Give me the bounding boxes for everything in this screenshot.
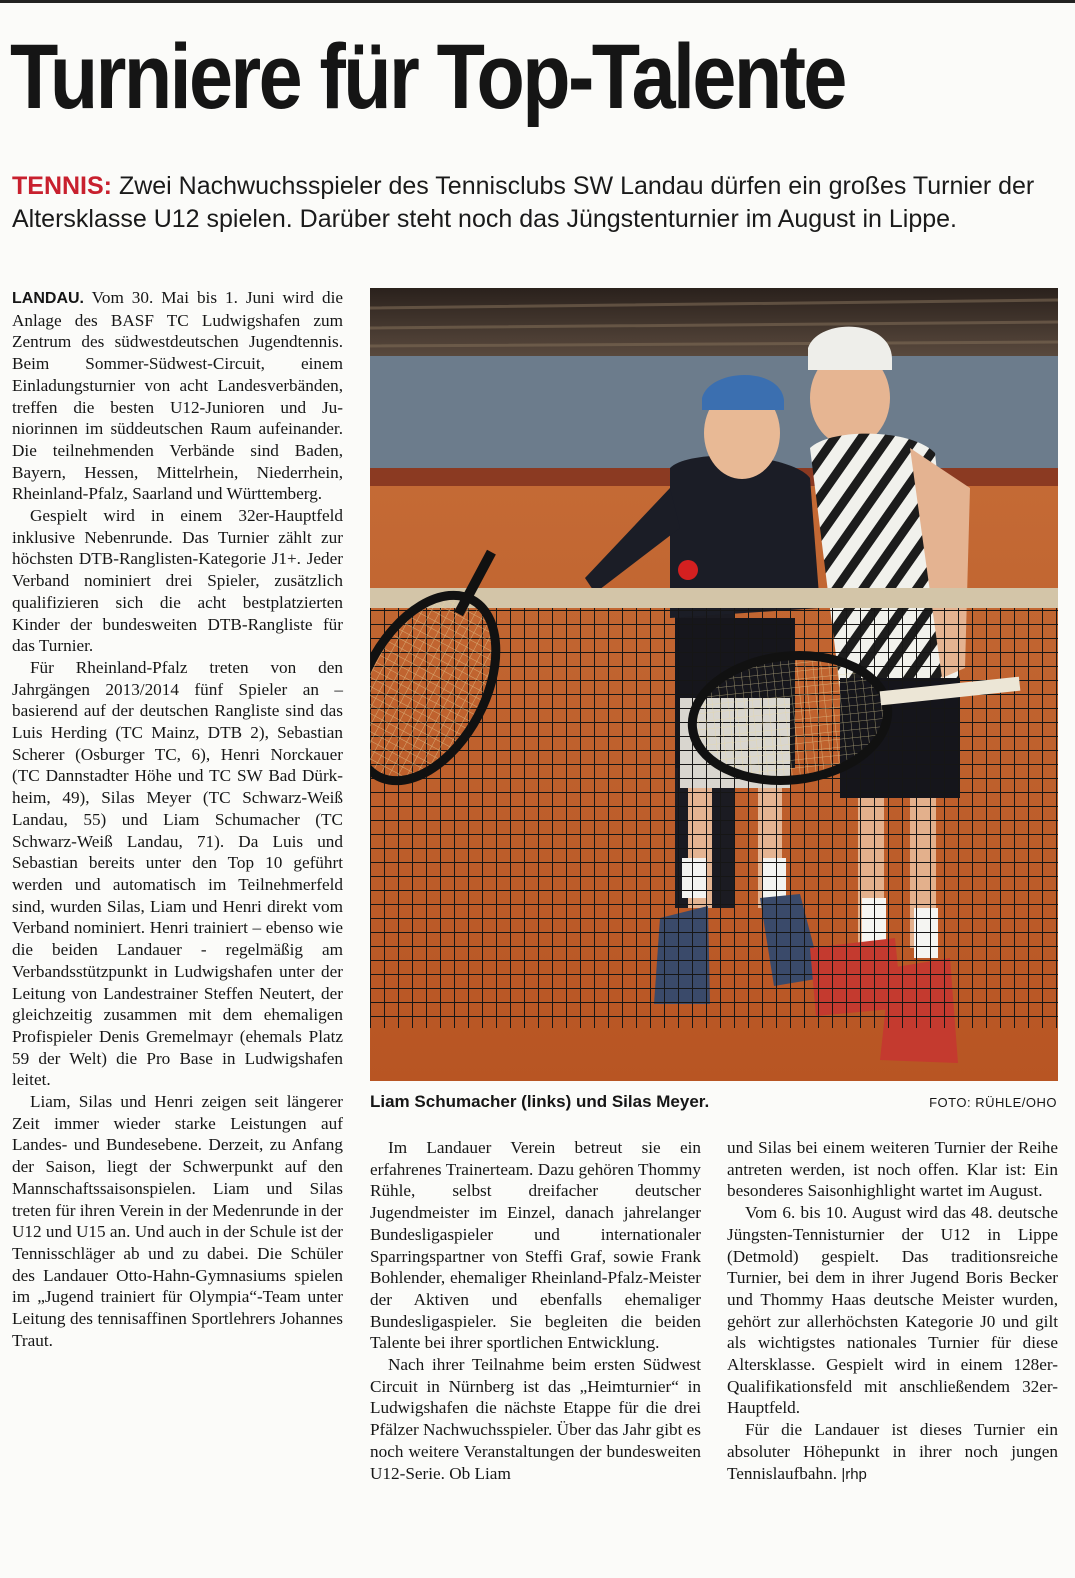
dateline: LANDAU. xyxy=(12,290,84,307)
paragraph: LANDAU. Vom 30. Mai bis 1. Juni wird die Anlage des BASF TC Ludwigshafen zum Zentrum des südwestdeutschen Jugendtennis. Beim Sommer-Südwest-Circuit, einem Einladungsturnier von acht Landesverbänden, treffen die besten U12-Junioren und Juniorinnen im süddeutschen Raum aufeinander. Die teilnehmenden Verbände sind Baden, Bayern, Hessen, Mittelrhein, Niederrhein, Rheinland-Pfalz, Saarland und Württemberg. xyxy=(12,288,343,504)
paragraph: Gespielt wird in einem 32er-Hauptfeld inklusive Nebenrunde. Das Turnier zählt zur höchsten DTB-Ranglisten-Kategorie J1+. Jeder Verband nominiert drei Spieler, zusätzlich qualifizieren sich die acht bestplatzierten Kinder der bundesweiten DTB-Rangliste für das Turnier. xyxy=(12,506,343,656)
article-column-3 xyxy=(727,1137,1058,1485)
headline: Turniere für Top-Talente xyxy=(10,26,845,128)
paragraph: Für die Landauer ist dieses Turnier ein absoluter Höhepunkt in ihrer noch jungen Tennislaufbahn. |rhp xyxy=(727,1420,1058,1483)
article-column-2 xyxy=(370,1137,701,1484)
subheadline xyxy=(12,170,1052,236)
article-photo xyxy=(370,288,1058,1081)
paragraph: Im Landauer Verein betreut sie ein erfahrenes Trainerteam. Dazu gehören Thommy Rühle, selbst dreifacher deutscher Jugendmeister im Einzel, danach jahrelanger Bundesligaspieler und internationaler Sparringspartner von Steffi Graf, sowie Frank Bohlender, ehemaliger Rheinland-Pfalz-Meister der Aktiven und ebenfalls ehemaliger Bundesligaspieler. Sie begleiten die beiden Talente bei ihrer sportlichen Entwicklung. xyxy=(370,1138,701,1353)
photo-credit: FOTO: RÜHLE/OHO xyxy=(929,1095,1057,1110)
paragraph: und Silas bei einem weiteren Turnier der Reihe antreten werden, ist noch offen. Klar ist: Ein besonderes Saisonhighlight wartet im August. xyxy=(727,1138,1058,1201)
paragraph: Vom 6. bis 10. August wird das 48. deutsche Jüngsten-Tennisturnier der U12 in Lippe (Detmold) gespielt. Das traditionsreiche Turnier, bei dem in ihrer Jugend Boris Becker und Thommy Haas deutsche Meister wurden, gehört zur allerhöchsten Kategorie J0 und gilt als wichtigstes nationales Turnier für diese Altersklasse. Gespielt wird in einem 128er-Qualifikationsfeld mit anschließendem 32er-Hauptfeld. xyxy=(727,1203,1058,1418)
subhead-text: Zwei Nachwuchsspieler des Tennisclubs SW Landau dürfen ein großes Turnier der Altersklasse U12 spielen. Darüber steht noch das Jüngstenturnier im August in Lippe. xyxy=(12,172,1035,233)
paragraph: Liam, Silas und Henri zeigen seit längerer Zeit immer wieder starke Leistungen auf Landes- und Bundesebene. Derzeit, zu Anfang der Saison, liegt der Schwerpunkt auf den Mannschaftssaisonspielen. Liam und Silas treten für ihren Verein in der Medenrunde in der U12 und U15 an. Und auch in der Schule ist der Tennisschläger ab und zu dabei. Die Schüler des Landauer Otto-Hahn-Gymnasiums spielen im „Jugend trainiert für Olympia“-Team unter Leitung des tennisaffinen Sportlehrers Johannes Traut. xyxy=(12,1092,343,1350)
author-signature: |rhp xyxy=(841,1465,867,1483)
kicker: TENNIS: xyxy=(12,172,112,200)
top-rule xyxy=(0,0,1075,3)
paragraph: Nach ihrer Teilnahme beim ersten Südwest Circuit in Nürnberg ist das „Heimturnier“ in Ludwigshafen die nächste Etappe für die drei Pfälzer Nachwuchsspieler. Über das Jahr gibt es noch weitere Veranstaltungen der bundesweiten U12-Serie. Ob Liam xyxy=(370,1355,701,1483)
article-column-1 xyxy=(12,287,343,1351)
photo-caption: Liam Schumacher (links) und Silas Meyer. xyxy=(370,1092,710,1111)
paragraph: Für Rheinland-Pfalz treten von den Jahrgängen 2013/2014 fünf Spieler an – basierend auf der deutschen Rangliste sind das Luis Herding (TC Mainz, DTB 2), Sebastian Scherer (Osburger TC, 6), Henri Norckauer (TC Dannstadter Höhe und TC SW Bad Dürkheim, 49), Silas Meyer (TC Schwarz-Weiß Landau, 55) und Liam Schumacher (TC Schwarz-Weiß Landau, 71). Da Luis und Sebastian bereits unter den Top 10 geführt werden und automatisch im Teilnehmerfeld sind, wurden Silas, Liam und Henri direkt vom Verband nominiert. Henri trainiert – ebenso wie die beiden Landauer - regelmäßig am Verbandsstützpunkt in Ludwigshafen unter der Leitung von Landestrainer Steffen Neutert, der gleichzeitig zusammen mit dem ehemaligen Profispieler Denis Gremelmayr (ehemals Platz 59 der Welt) die Pro Base in Ludwigshafen leitet. xyxy=(12,657,343,1090)
